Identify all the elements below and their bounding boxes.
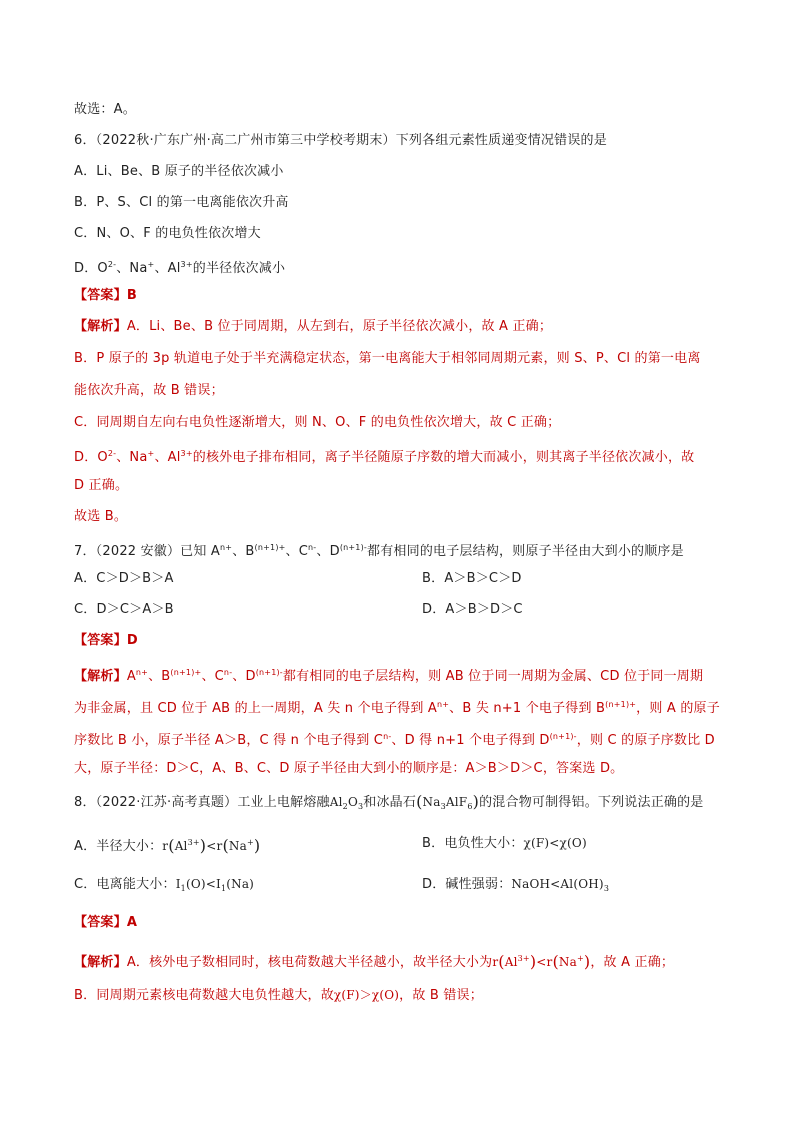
- q6-stem: 6．（2022秋·广东广州·高二广州市第三中学校考期末）下列各组元素性质递变情况错误的是: [74, 133, 607, 148]
- q7-options-row1: [74, 570, 674, 588]
- q7-analysis-line3: 序数比 B 小，原子半径 A＞B，C 得 n 个电子得到 $C^{n-}$、D 得 n+1 个电子得到 $D^{(n+1)-}$，则 C 的原子序数比 D: [74, 732, 715, 748]
- q8-analysis-b: B．同周期元素核电荷数越大电负性越大，故χ(F)＞χ(O)，故 B 错误；: [74, 988, 483, 1003]
- q7-stem: 7．（2022 安徽）已知 $A^{n+}$、$B^{(n+1)+}$、$C^{n-}$、$D^{(n+1)-}$都有相同的电子层结构，则原子半径由大到小的顺序是: [74, 543, 684, 559]
- q6-option-d: D．$O^{2-}$、Na+、$Al^{3+}$的半径依次减小: [74, 260, 286, 276]
- q8-option-a: A．半径大小：$r(Al^{3+})<r(Na^+)$: [74, 836, 261, 855]
- q8-option-d: D．碱性强弱：$NaOH<Al(OH)_3$: [422, 877, 610, 893]
- q7-analysis-line1: 【解析】$A^{n+}$、$B^{(n+1)+}$、$C^{n-}$、$D^{(n+1)-}$都有相同的电子层结构，则 AB 位于同一周期为金属、CD 位于同一周期: [74, 668, 704, 684]
- q6-analysis-b-line1: B．P 原子的 3p 轨道电子处于半充满稳定状态，第一电离能大于相邻同周期元素，则 S、P、Cl 的第一电离: [74, 351, 701, 366]
- q6-analysis-c: C．同周期自左向右电负性逐渐增大，则 N、O、F 的电负性依次增大，故 C 正确；: [74, 415, 561, 430]
- q6-analysis-b-line2: 能依次升高，故 B 错误；: [74, 383, 224, 398]
- prev-conclusion: 故选：A。: [74, 102, 136, 117]
- q6-option-b: B．P、S、Cl 的第一电离能依次升高: [74, 195, 289, 210]
- q7-analysis-line2: 为非金属，且 CD 位于 AB 的上一周期，A 失 n 个电子得到 $A^{n+}$、B 失 n+1 个电子得到 $B^{(n+1)+}$，则 A 的原子: [74, 700, 720, 716]
- q8-analysis-a: 【解析】A．核外电子数相同时，核电荷数越大半径越小，故半径大小为$r(Al^{3+})<r(Na^+)$，故 A 正确；: [74, 952, 675, 971]
- q7-options-row2: [74, 601, 674, 619]
- q7-option-b: B．A＞B＞C＞D: [422, 571, 522, 586]
- q7-option-a: A．C＞D＞B＞A: [74, 571, 174, 586]
- q7-answer: 【答案】D: [74, 633, 138, 648]
- q6-conclusion: 故选 B。: [74, 509, 128, 524]
- q8-options-row2: [74, 875, 714, 898]
- q6-answer: 【答案】B: [74, 288, 137, 303]
- q6-analysis-d-line2: D 正确。: [74, 478, 129, 493]
- q6-analysis-a: 【解析】A．Li、Be、B 位于同周期，从左到右，原子半径依次减小，故 A 正确；: [74, 319, 553, 334]
- q7-option-d: D．A＞B＞D＞C: [422, 602, 523, 617]
- q8-stem: 8．（2022·江苏·高考真题）工业上电解熔融$Al_2O_3$和冰晶石$(Na_3AlF_6)$的混合物可制得铝。下列说法正确的是: [74, 792, 704, 811]
- q6-option-a: A．Li、Be、B 原子的半径依次减小: [74, 164, 284, 179]
- q7-option-c: C．D＞C＞A＞B: [74, 602, 174, 617]
- q8-option-c: C．电离能大小：$I_1(O)<I_1(Na)$: [74, 877, 255, 893]
- q8-options-row1: [74, 834, 714, 856]
- q6-analysis-d-line1: D．$O^{2-}$、Na+、$Al^{3+}$的核外电子排布相同，离子半径随原子序数的增大而减小，则其离子半径依次减小，故: [74, 449, 695, 465]
- q8-option-b: B．电负性大小：χ(F)<χ(O): [422, 836, 587, 851]
- q6-option-c: C．N、O、F 的电负性依次增大: [74, 226, 261, 241]
- q7-analysis-line4: 大，原子半径：D＞C，A、B、C、D 原子半径由大到小的顺序是：A＞B＞D＞C，答案选 D。: [74, 761, 624, 776]
- q8-answer: 【答案】A: [74, 915, 138, 930]
